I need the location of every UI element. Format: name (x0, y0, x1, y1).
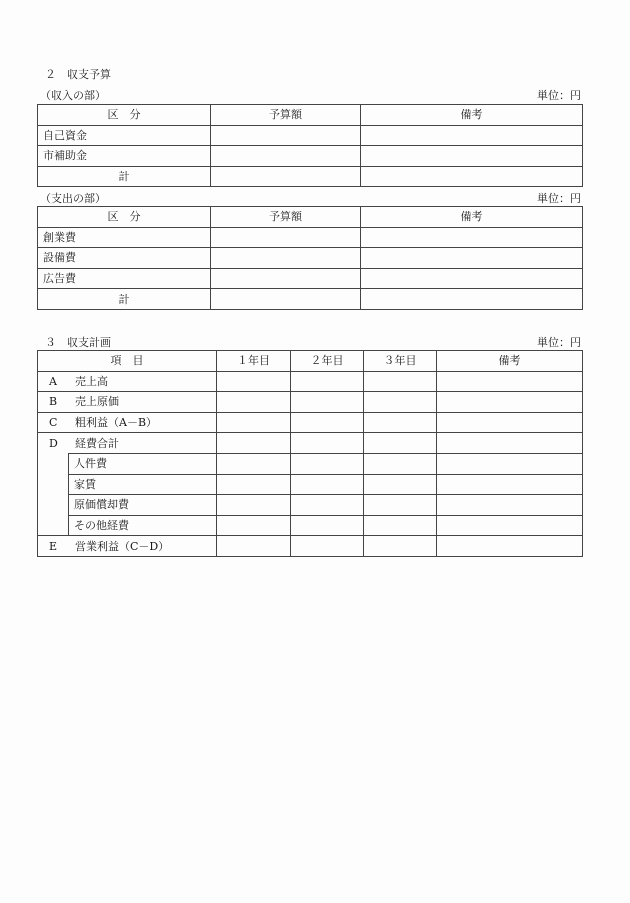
total-label: 計 (38, 289, 211, 310)
year2-cell[interactable] (291, 474, 364, 495)
expense-table (37, 206, 583, 310)
table-row (38, 227, 583, 248)
budget-cell[interactable] (211, 166, 361, 187)
row-label: 原価償却費 (69, 495, 217, 516)
note-cell[interactable] (361, 146, 583, 167)
expense-unit: 単位：円 (537, 192, 581, 205)
year2-cell[interactable] (291, 371, 364, 392)
note-cell[interactable] (361, 125, 583, 146)
header-category: 区 分 (38, 105, 211, 126)
year3-cell[interactable] (364, 371, 437, 392)
year3-cell[interactable] (364, 495, 437, 516)
table-row (38, 515, 583, 536)
header-item: 項 目 (38, 351, 217, 372)
row-label: その他経費 (69, 515, 217, 536)
year1-cell[interactable] (217, 392, 291, 413)
budget-cell[interactable] (211, 268, 361, 289)
header-year2: ２年目 (291, 351, 364, 372)
year1-cell[interactable] (217, 515, 291, 536)
budget-cell[interactable] (211, 248, 361, 269)
expense-indent-cell (38, 453, 69, 535)
total-label: 計 (38, 166, 211, 187)
table-row (38, 453, 583, 474)
year2-cell[interactable] (291, 433, 364, 454)
note-cell[interactable] (437, 412, 583, 433)
note-cell[interactable] (437, 433, 583, 454)
note-cell[interactable] (437, 453, 583, 474)
note-cell[interactable] (361, 248, 583, 269)
note-cell[interactable] (437, 392, 583, 413)
header-budget: 予算額 (211, 207, 361, 228)
plan-unit: 単位：円 (537, 336, 581, 349)
year1-cell[interactable] (217, 536, 291, 557)
year2-cell[interactable] (291, 536, 364, 557)
row-label: 市補助金 (38, 146, 211, 167)
year1-cell[interactable] (217, 433, 291, 454)
header-year1: １年目 (217, 351, 291, 372)
note-cell[interactable] (361, 268, 583, 289)
header-note: 備考 (361, 207, 583, 228)
year3-cell[interactable] (364, 412, 437, 433)
year3-cell[interactable] (364, 392, 437, 413)
header-budget: 予算額 (211, 105, 361, 126)
budget-cell[interactable] (211, 146, 361, 167)
header-year3: ３年目 (364, 351, 437, 372)
budget-cell[interactable] (211, 125, 361, 146)
table-row (38, 495, 583, 516)
row-label: D 経費合計 (38, 433, 217, 454)
expense-label: （支出の部） (40, 192, 106, 205)
budget-cell[interactable] (211, 227, 361, 248)
table-row (38, 371, 583, 392)
section2-title: ２ 収支予算 (45, 68, 111, 81)
row-label: B 売上原価 (38, 392, 217, 413)
year2-cell[interactable] (291, 515, 364, 536)
table-header-row (38, 351, 583, 372)
year3-cell[interactable] (364, 536, 437, 557)
year2-cell[interactable] (291, 495, 364, 516)
header-note: 備考 (361, 105, 583, 126)
table-row (38, 268, 583, 289)
row-label: 設備費 (38, 248, 211, 269)
table-row (38, 412, 583, 433)
plan-table (37, 350, 583, 557)
income-unit: 単位：円 (537, 89, 581, 102)
row-label: 自己資金 (38, 125, 211, 146)
table-row (38, 536, 583, 557)
row-label: A 売上高 (38, 371, 217, 392)
year1-cell[interactable] (217, 495, 291, 516)
year3-cell[interactable] (364, 474, 437, 495)
year2-cell[interactable] (291, 453, 364, 474)
year1-cell[interactable] (217, 412, 291, 433)
year2-cell[interactable] (291, 412, 364, 433)
table-row (38, 392, 583, 413)
note-cell[interactable] (437, 371, 583, 392)
row-label: 創業費 (38, 227, 211, 248)
note-cell[interactable] (361, 227, 583, 248)
note-cell[interactable] (361, 289, 583, 310)
note-cell[interactable] (437, 536, 583, 557)
table-row (38, 146, 583, 167)
total-row (38, 289, 583, 310)
year3-cell[interactable] (364, 515, 437, 536)
table-row (38, 433, 583, 454)
total-row (38, 166, 583, 187)
budget-cell[interactable] (211, 289, 361, 310)
year1-cell[interactable] (217, 371, 291, 392)
header-note: 備考 (437, 351, 583, 372)
income-label: （収入の部） (40, 89, 106, 102)
section3-title: ３ 収支計画 (45, 336, 111, 349)
row-label: 家賃 (69, 474, 217, 495)
note-cell[interactable] (437, 515, 583, 536)
year1-cell[interactable] (217, 453, 291, 474)
year3-cell[interactable] (364, 453, 437, 474)
header-category: 区 分 (38, 207, 211, 228)
row-label: C 粗利益（A－B） (38, 412, 217, 433)
table-header-row (38, 105, 583, 126)
note-cell[interactable] (361, 166, 583, 187)
year1-cell[interactable] (217, 474, 291, 495)
table-row (38, 248, 583, 269)
note-cell[interactable] (437, 474, 583, 495)
year2-cell[interactable] (291, 392, 364, 413)
table-row (38, 125, 583, 146)
note-cell[interactable] (437, 495, 583, 516)
table-header-row (38, 207, 583, 228)
table-row (38, 474, 583, 495)
income-table (37, 104, 583, 187)
row-label: E 営業利益（C－D） (38, 536, 217, 557)
year3-cell[interactable] (364, 433, 437, 454)
row-label: 広告費 (38, 268, 211, 289)
row-label: 人件費 (69, 453, 217, 474)
